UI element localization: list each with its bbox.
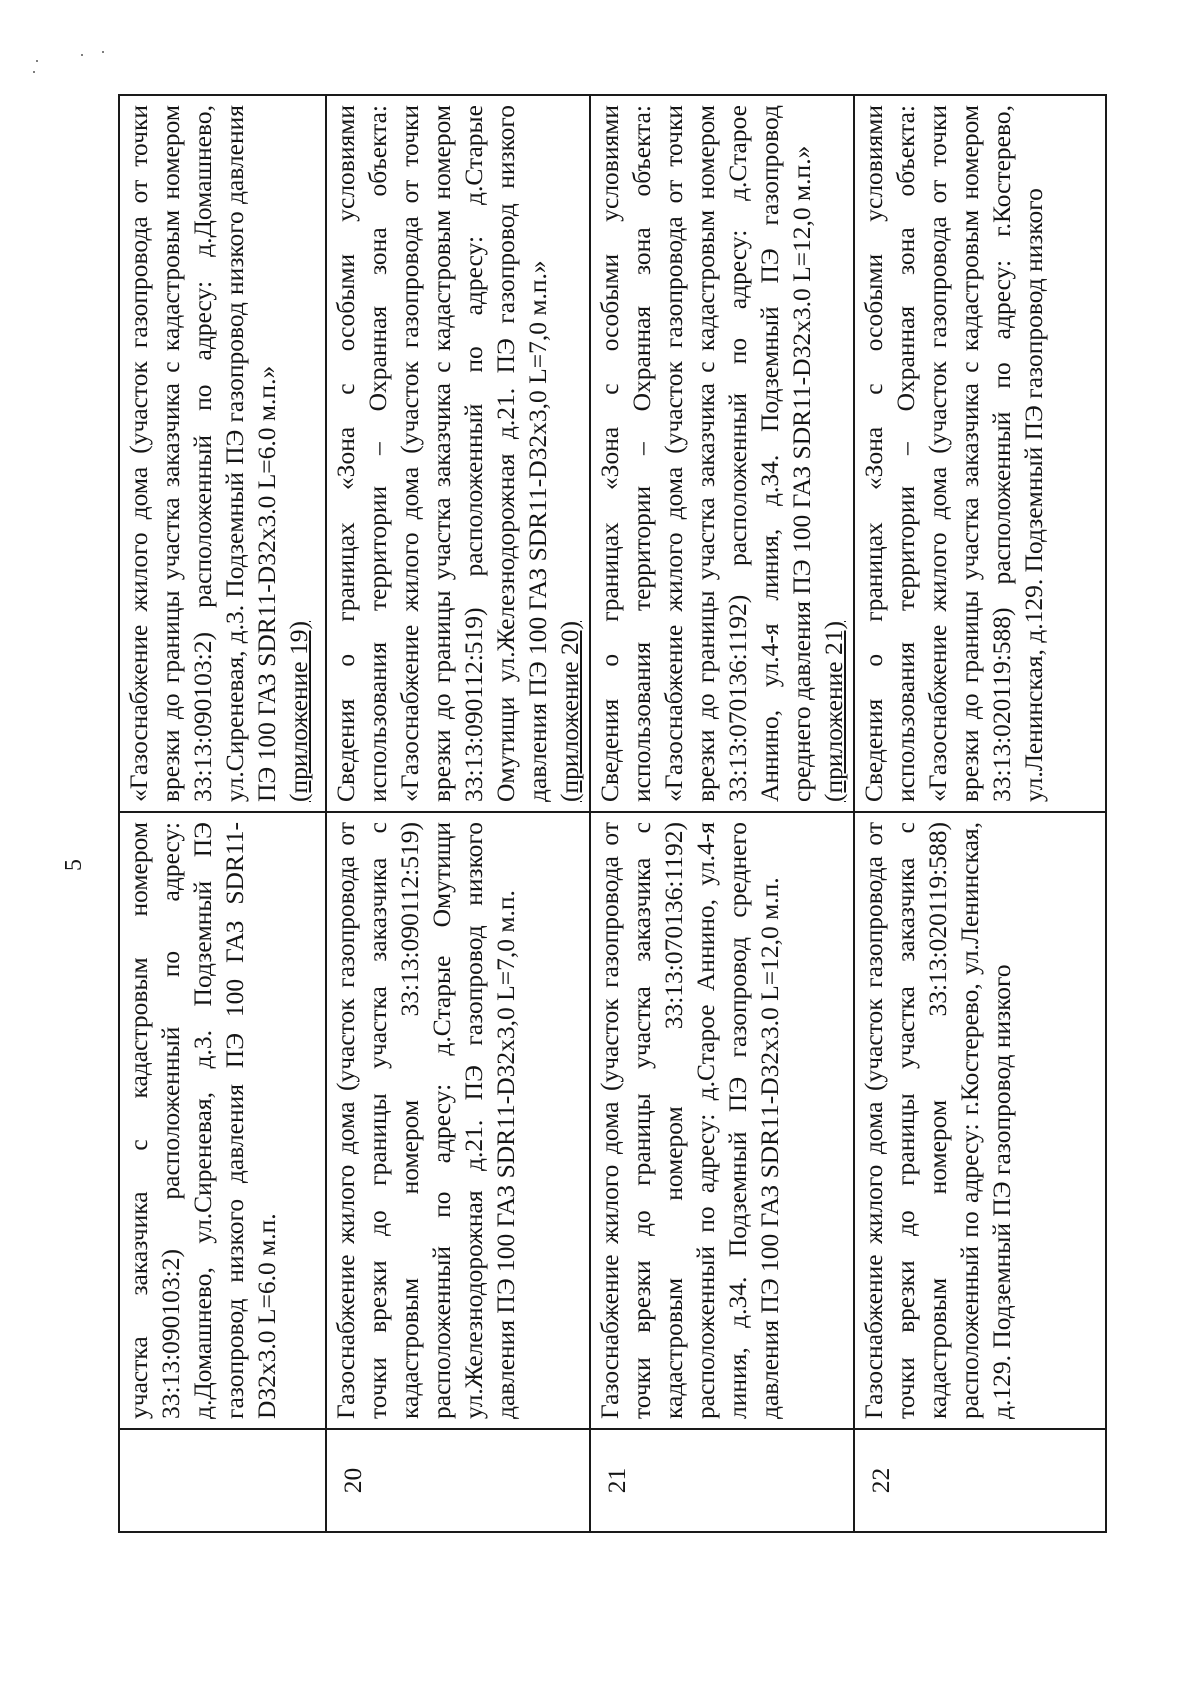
object-name-cell: Газоснабжение жилого дома (участок газопровода от точки врезки до границы участка заказчика с кадастровым номером 33:13:020119:588) расположенный по адресу: г.Костерево, ул.Ленинская, д.129. Подземный ПЭ газопровод низкого (854, 812, 1106, 1429)
table-row (119, 95, 326, 1532)
rotated-table-wrapper (118, 96, 1069, 1533)
zone-info-cell (590, 95, 854, 812)
scan-speck (102, 51, 104, 53)
zone-info-text: «Газоснабжение жилого дома (участок газопровода от точки врезки до границы участка заказчика с кадастровым номером 33:13:090103:2) расположенный по адресу: д.Домашнево, ул.Сиреневая, д.3. Подземный ПЭ газопровод низкого давления ПЭ 100 ГАЗ SDR11-D32x3.0 L=6.0 м.п.» (124, 105, 281, 802)
table-row (326, 95, 590, 1532)
scan-speck (36, 60, 38, 62)
row-number (119, 1429, 326, 1532)
page-number: 5 (61, 859, 87, 871)
zone-info-cell (854, 95, 1106, 812)
scan-speck (81, 54, 83, 56)
zone-info-text: Сведения о границах «Зона с особыми условиями использования территории – Охранная зона объекта: «Газоснабжение жилого дома (участок газопровода от точки врезки до границы участка заказчика с кадастровым номером 33:13:070136:1192) расположенный по адресу: д.Старое Аннино, ул.4-я линия, д.34. Подземный ПЭ газопровод среднего давления ПЭ 100 ГАЗ SDR11-D32x3.0 L=12,0 м.п.» (595, 105, 816, 802)
table-row (854, 95, 1106, 1532)
row-number: 22 (854, 1429, 1106, 1532)
table-row (590, 95, 854, 1532)
zone-info-cell (326, 95, 590, 812)
objects-table (118, 94, 1107, 1533)
appendix-label: (приложение 20) (555, 621, 584, 802)
appendix-label: (приложение 21) (819, 621, 848, 802)
row-number: 21 (590, 1429, 854, 1532)
row-number: 20 (326, 1429, 590, 1532)
object-name-cell: Газоснабжение жилого дома (участок газопровода от точки врезки до границы участка заказчика с кадастровым номером 33:13:070136:1192) расположенный по адресу: д.Старое Аннино, ул.4-я линия, д.34. Подземный ПЭ газопровод среднего давления ПЭ 100 ГАЗ SDR11-D32x3.0 L=12,0 м.п. (590, 812, 854, 1429)
zone-info-cell (119, 95, 326, 812)
zone-info-text: Сведения о границах «Зона с особыми условиями использования территории – Охранная зона объекта: «Газоснабжение жилого дома (участок газопровода от точки врезки до границы участка заказчика с кадастровым номером 33:13:090112:519) расположенный по адресу: д.Старые Омутищи ул.Железнодорожная д.21. ПЭ газопровод низкого давления ПЭ 100 ГАЗ SDR11-D32x3,0 L=7,0 м.п.» (331, 105, 552, 802)
zone-info-text: Сведения о границах «Зона с особыми условиями использования территории – Охранная зона объекта: «Газоснабжение жилого дома (участок газопровода от точки врезки до границы участка заказчика с кадастровым номером 33:13:020119:588) расположенный по адресу: г.Костерево, ул.Ленинская, д.129. Подземный ПЭ газопровод низкого (859, 105, 1048, 802)
object-name-cell: участка заказчика с кадастровым номером 33:13:090103:2) расположенный по адресу: д.Домашнево, ул.Сиреневая, д.3. Подземный ПЭ газопровод низкого давления ПЭ 100 ГАЗ SDR11-D32x3.0 L=6.0 м.п. (119, 812, 326, 1429)
object-name-cell: Газоснабжение жилого дома (участок газопровода от точки врезки до границы участка заказчика с кадастровым номером 33:13:090112:519) расположенный по адресу: д.Старые Омутищи ул.Железнодорожная д.21. ПЭ газопровод низкого давления ПЭ 100 ГАЗ SDR11-D32x3,0 L=7,0 м.п. (326, 812, 590, 1429)
scan-speck (33, 71, 35, 73)
appendix-label: (приложение 19) (284, 621, 313, 802)
